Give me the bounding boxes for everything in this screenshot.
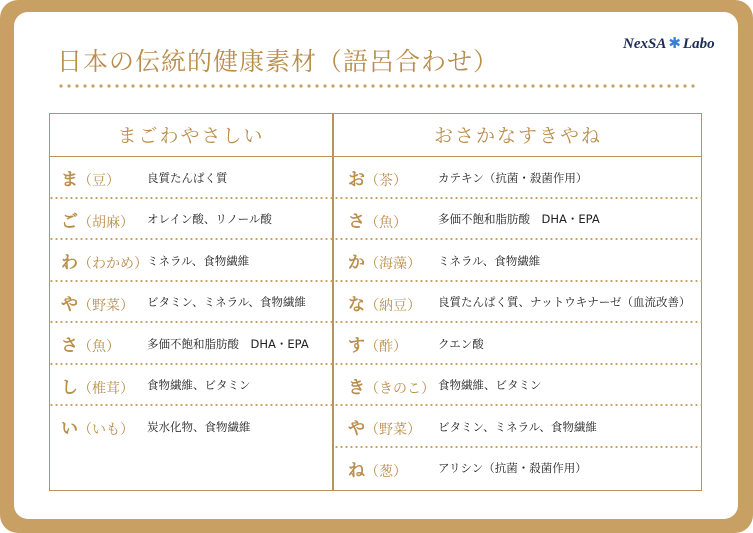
nutrient-desc: 良質たんぱく質、ナットウキナーゼ（血流改善）	[438, 295, 691, 310]
nutrient-desc: 多価不飽和脂肪酸 DHA・EPA	[438, 212, 600, 227]
kana-label: し	[61, 377, 78, 398]
food-label: （魚）	[78, 339, 120, 356]
kana-label: す	[348, 336, 365, 357]
kana-label: ね	[348, 460, 365, 481]
table-row	[334, 406, 702, 448]
brand-logo	[623, 34, 715, 53]
nutrient-desc: ビタミン、ミネラル、食物繊維	[147, 295, 306, 310]
table-row	[49, 282, 333, 324]
row-key	[49, 165, 147, 190]
row-key	[49, 207, 147, 232]
row-key	[334, 456, 438, 481]
column-header-right: おさかなすきやね	[334, 113, 702, 157]
nutrient-desc: ミネラル、食物繊維	[438, 253, 541, 268]
food-label: （葱）	[365, 463, 407, 480]
table-row	[334, 240, 702, 282]
row-key	[49, 414, 147, 439]
nutrient-desc: 良質たんぱく質	[147, 170, 228, 185]
column-osakanasukiyane	[334, 113, 702, 489]
table-row	[334, 448, 702, 490]
column-header-left: まごわやさしい	[49, 113, 333, 157]
kana-label: さ	[348, 211, 365, 232]
table-row	[49, 406, 333, 448]
food-label: （豆）	[78, 173, 120, 190]
kana-label: わ	[61, 253, 78, 274]
row-key	[49, 248, 147, 273]
kana-label: さ	[61, 336, 78, 357]
kana-label: い	[61, 419, 78, 440]
kana-label: ご	[61, 211, 78, 232]
nutrient-desc: 炭水化物、食物繊維	[147, 419, 251, 434]
column-magowayasashii	[49, 113, 333, 448]
kana-label: か	[348, 253, 365, 274]
kana-label: き	[348, 377, 365, 398]
kana-label: や	[348, 419, 365, 440]
row-key	[49, 331, 147, 356]
brand-name-2: Labo	[682, 36, 715, 52]
table-row	[334, 365, 702, 407]
kana-label: や	[61, 294, 78, 315]
nutrient-desc: 多価不飽和脂肪酸 DHA・EPA	[147, 336, 309, 351]
row-key	[334, 290, 438, 315]
row-key	[49, 373, 147, 398]
nutrient-desc: ビタミン、ミネラル、食物繊維	[438, 419, 597, 434]
nutrient-desc: ミネラル、食物繊維	[147, 253, 250, 268]
food-label: （椎茸）	[78, 380, 134, 397]
table-row	[49, 240, 333, 282]
food-label: （わかめ）	[78, 256, 148, 273]
table-row	[334, 199, 702, 241]
star-icon: ✱	[668, 36, 681, 52]
table-row	[49, 199, 333, 241]
kana-label: な	[348, 294, 365, 315]
food-label: （茶）	[365, 173, 407, 190]
table-row	[49, 157, 333, 199]
nutrient-desc: カテキン（抗菌・殺菌作用）	[438, 170, 588, 185]
page-title: 日本の伝統的健康素材（語呂合わせ）	[57, 47, 500, 76]
food-label: （きのこ）	[365, 380, 435, 397]
nutrient-desc: オレイン酸、リノール酸	[147, 212, 272, 227]
kana-label: お	[348, 170, 365, 191]
nutrient-desc: クエン酸	[438, 336, 484, 351]
food-label: （胡麻）	[78, 214, 134, 231]
nutrient-desc: 食物繊維、ビタミン	[147, 378, 251, 393]
title-dotted-divider	[57, 84, 695, 88]
table-row	[334, 323, 702, 365]
food-label: （海藻）	[365, 256, 421, 273]
kana-label: ま	[61, 170, 78, 191]
row-key	[334, 165, 438, 190]
row-key	[334, 248, 438, 273]
row-key	[49, 290, 147, 315]
table-row	[49, 323, 333, 365]
food-label: （野菜）	[365, 422, 421, 439]
food-label: （いも）	[78, 422, 134, 439]
brand-name-1: NexSA	[623, 36, 667, 52]
table-row	[49, 365, 333, 407]
food-label: （野菜）	[78, 297, 134, 314]
food-label: （納豆）	[365, 297, 421, 314]
nutrient-desc: アリシン（抗菌・殺菌作用）	[438, 461, 587, 476]
row-key	[334, 373, 438, 398]
table-row	[334, 282, 702, 324]
nutrient-desc: 食物繊維、ビタミン	[438, 378, 542, 393]
row-key	[334, 414, 438, 439]
table-row	[334, 157, 702, 199]
food-label: （酢）	[365, 339, 407, 356]
food-label: （魚）	[365, 214, 407, 231]
row-key	[334, 207, 438, 232]
row-key	[334, 331, 438, 356]
